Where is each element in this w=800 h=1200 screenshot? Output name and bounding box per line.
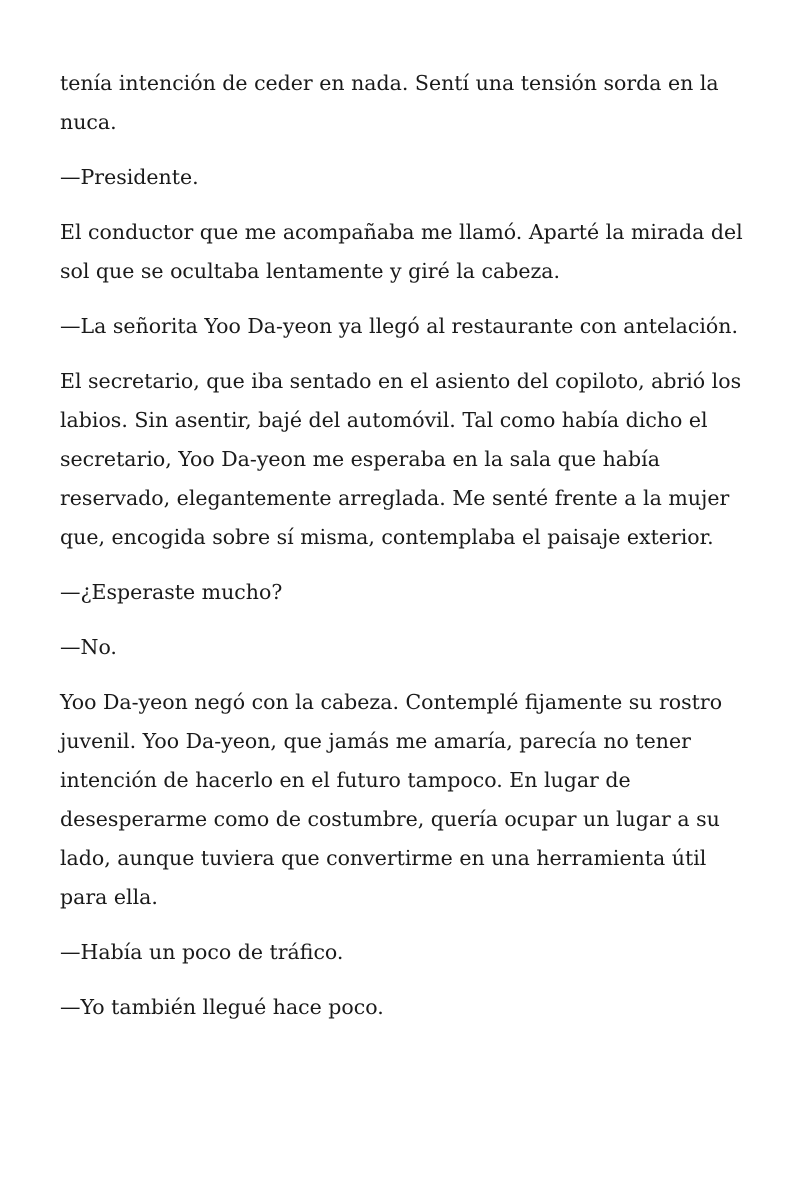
dialogue-line-1: —Presidente. <box>60 165 199 189</box>
paragraph-4: Yoo Da-yeon negó con la cabeza. Contemplé fijamente su rostro juvenil. Yoo Da-yeon, que jamás me amaría, parecía no tener intención de hacerlo en el futuro tampoco. En lugar de desesperarme como de costumbre, quería ocupar un lugar a su lado, aunque tuviera que convertirme en una herramienta útil para ella. <box>60 690 723 909</box>
dialogue-line-3: —¿Esperaste mucho? <box>60 580 283 604</box>
document-page <box>60 64 750 1043</box>
dialogue-line-2: —La señorita Yoo Da-yeon ya llegó al restaurante con antelación. <box>60 314 738 338</box>
dialogue-line-4: —No. <box>60 635 117 659</box>
paragraph-1: tenía intención de ceder en nada. Sentí una tensión sorda en la nuca. <box>60 71 719 134</box>
paragraph-3: El secretario, que iba sentado en el asiento del copiloto, abrió los labios. Sin asentir, bajé del automóvil. Tal como había dicho el secretario, Yoo Da-yeon me esperaba en la sala que había reservado, elegantemente arreglada. Me senté frente a la mujer que, encogida sobre sí misma, contemplaba el paisaje exterior. <box>60 369 742 549</box>
paragraph-2: El conductor que me acompañaba me llamó. Aparté la mirada del sol que se ocultaba lentamente y giré la cabeza. <box>60 220 743 283</box>
dialogue-line-5: —Había un poco de tráfico. <box>60 940 344 964</box>
dialogue-line-6: —Yo también llegué hace poco. <box>60 995 384 1019</box>
